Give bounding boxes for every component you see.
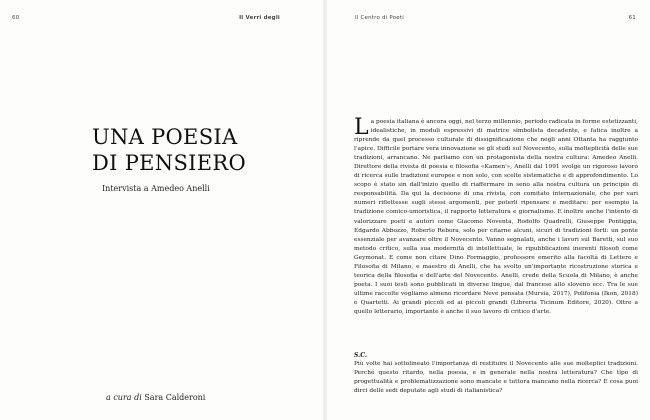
title-line-1: UNA POESIA bbox=[92, 125, 238, 149]
curator-prefix: a cura di bbox=[106, 393, 142, 402]
curator-credit bbox=[106, 393, 205, 402]
drop-cap: L bbox=[354, 115, 369, 140]
interviewer-initials: S.C. bbox=[354, 352, 367, 359]
curator-name: Sara Calderoni bbox=[144, 393, 206, 402]
interview-question-block bbox=[354, 351, 638, 396]
right-page bbox=[325, 0, 650, 420]
page-number-left: 60 bbox=[12, 15, 20, 21]
article-title bbox=[92, 124, 292, 176]
page-number-right: 61 bbox=[628, 15, 636, 21]
interview-question: Più volte hai sottolineato l'importanza di restituire il Novecento alle sue molteplici tradizioni. Perché questo ritardo, nella poesia, e in generale nella nostra letteratura? Che tipo di progettualità e problematizzazione sono mancate e tuttora mancano nella ricerca? E cosa puoi dirci delle sedi deputate agli studi di italianistica? bbox=[354, 361, 638, 395]
article-intro-text: a poesia italiana è ancora oggi, nel terzo millennio, periodo radicata in forme estetizzanti, idealistiche, in moduli espressivi di matrice simbolista decadente, e fatica inoltre a riprende da quel processo culturale di dissignificazione che negli anni Ottanta ha raggiunto l'apice. Difficile portare vera innovazione se gli studi sul Novecento, sulla molteplicità delle sue tradizioni, arrancano. Ne parliamo con un protagonista della nostra cultura: Amedeo Anelli. Direttore della rivista di poesia e filosofia «Kamen'», Anelli dal 1991 svolge un rigoroso lavoro di ricerca sulle tradizioni europee e non solo, con scelte sistematiche e di approfondimento. Lo scopo è stato sin dall'inizio quello di riaffermare in seno alla nostra cultura un principio di responsabilità. Da qui la decisione di una rivista, con comitato internazionale, che per vari numeri riflettesse sugli stessi argomenti, per poterli ripensare e meditare: per esempio la tradizione comico-umoristica, il rapporto letteratura e giornalismo. E inoltre anche l'intento di valorizzare poeti e autori come Giacomo Noventa, Rodolfo Quadrelli, Giuseppe Pontiggia, Edgardo Abbozzo, Roberto Rebora, solo per citarne alcuni, sicuri di tradizioni forti: un ponte essenziale per avanzare oltre il Novecento. Vanno segnalati, anche i lavori sul Barettì, sul suo metodo critico, sulla sua modernità di intellettuale, le ripubblicazioni inerenti filosofi come Geymonat. E come non citare Dino Formaggio, professore emerito alla facoltà di Lettere e Filosofia di Milano, e maestro di Anelli, che ha svolto un'importante ricostruzione storica e teorica della filosofia e dell'arte del Novecento. Anelli, crede della Scuola di Milano, è anche poeta. I suoi testi sono pubblicati in diverse lingue, dal francese allo sloveno ecc. Tra le sue ultime raccolte vogliamo almeno ricordare Neve pensata (Mursia, 2017), Polifonia (Ikon, 2018) e Quartetti. Ai grandi piccoli ed ai piccoli grandi (Libreria Ticinum Editore, 2020). Oltre a quello letterario, importante è anche il suo lavoro di critico d'arte. bbox=[354, 119, 638, 315]
article-subtitle: Intervista a Amedeo Anelli bbox=[102, 184, 210, 193]
running-head-right: Il Centro di Poeti bbox=[355, 15, 404, 21]
title-line-2: DI PENSIERO bbox=[92, 151, 246, 175]
article-intro bbox=[354, 115, 638, 317]
running-head-left: Il Verri degli bbox=[239, 15, 280, 21]
